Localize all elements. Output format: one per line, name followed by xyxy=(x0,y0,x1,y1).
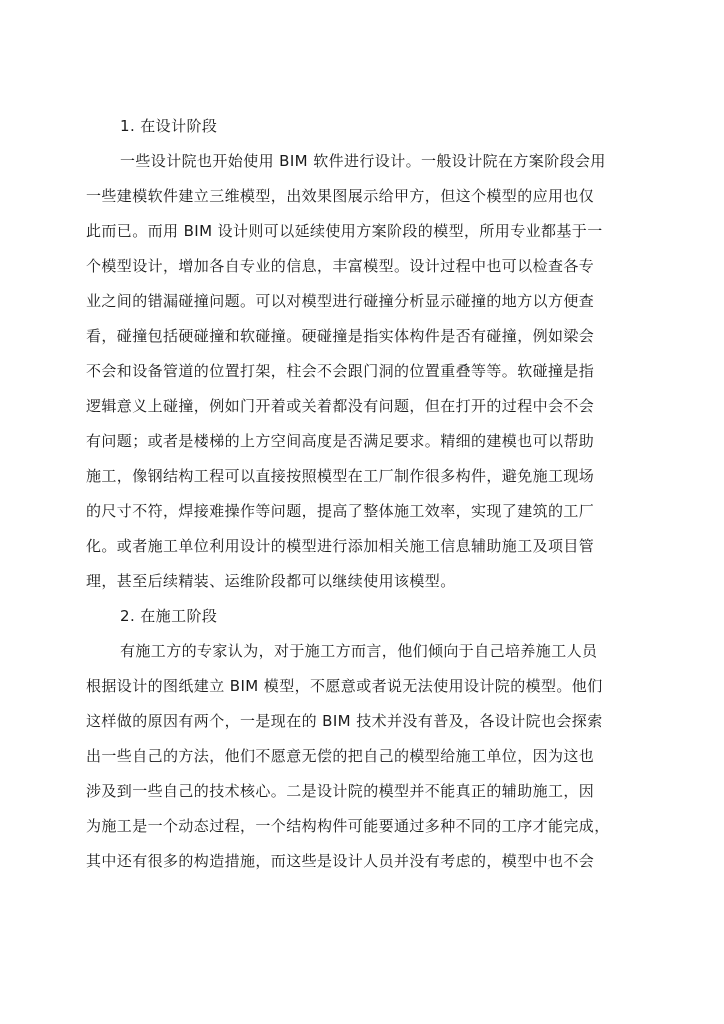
paragraph-line: 一些建模软件建立三维模型，出效果图展示给甲方，但这个模型的应用也仅 xyxy=(86,187,595,205)
section-heading-construction-stage: 2. 在施工阶段 xyxy=(120,607,218,625)
paragraph-line: 逻辑意义上碰撞，例如门开着或关着都没有问题，但在打开的过程中会不会 xyxy=(86,397,595,415)
paragraph-line: 有问题；或者是楼梯的上方空间高度是否满足要求。精细的建模也可以帮助 xyxy=(86,432,595,450)
paragraph-line: 业之间的错漏碰撞问题。可以对模型进行碰撞分析显示碰撞的地方以方便查 xyxy=(86,292,595,310)
paragraph-line: 化。或者施工单位利用设计的模型进行添加相关施工信息辅助施工及项目管 xyxy=(86,537,595,555)
paragraph-line: 出一些自己的方法，他们不愿意无偿的把自己的模型给施工单位，因为这也 xyxy=(86,747,595,765)
paragraph-line: 看，碰撞包括硬碰撞和软碰撞。硬碰撞是指实体构件是否有碰撞，例如梁会 xyxy=(86,327,595,345)
paragraph-line: 这样做的原因有两个，一是现在的 BIM 技术并没有普及，各设计院也会探索 xyxy=(86,712,603,730)
paragraph-line: 其中还有很多的构造措施，而这些是设计人员并没有考虑的，模型中也不会 xyxy=(86,852,595,870)
paragraph-line: 的尺寸不符，焊接难操作等问题，提高了整体施工效率，实现了建筑的工厂 xyxy=(86,502,595,520)
paragraph-line: 施工，像钢结构工程可以直接按照模型在工厂制作很多构件，避免施工现场 xyxy=(86,467,595,485)
paragraph-line: 理，甚至后续精装、运维阶段都可以继续使用该模型。 xyxy=(86,572,456,590)
paragraph-line: 不会和设备管道的位置打架，柱会不会跟门洞的位置重叠等等。软碰撞是指 xyxy=(86,362,595,380)
paragraph-line: 有施工方的专家认为，对于施工方而言，他们倾向于自己培养施工人员 xyxy=(120,642,598,660)
section-heading-design-stage: 1. 在设计阶段 xyxy=(120,117,218,135)
paragraph-line: 一些设计院也开始使用 BIM 软件进行设计。一般设计院在方案阶段会用 xyxy=(120,152,606,170)
paragraph-line: 个模型设计，增加各自专业的信息，丰富模型。设计过程中也可以检查各专 xyxy=(86,257,595,275)
paragraph-line: 为施工是一个动态过程，一个结构构件可能要通过多种不同的工序才能完成， xyxy=(86,817,610,835)
paragraph-line: 此而已。而用 BIM 设计则可以延续使用方案阶段的模型，所用专业都基于一 xyxy=(86,222,603,240)
paragraph-line: 根据设计的图纸建立 BIM 模型，不愿意或者说无法使用设计院的模型。他们 xyxy=(86,677,603,695)
paragraph-line: 涉及到一些自己的技术核心。二是设计院的模型并不能真正的辅助施工，因 xyxy=(86,782,595,800)
